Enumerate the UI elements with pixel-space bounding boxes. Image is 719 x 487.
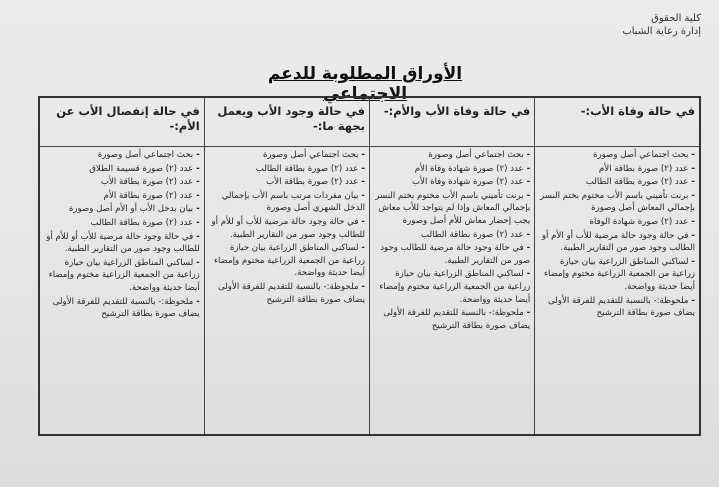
requirements-cell [535,147,700,436]
department-name: إدارة رعاية الشباب [622,26,701,37]
list-item: - بحث اجتماعي أصل وصورة [374,149,530,162]
column-heading: في حالة إنفصال الأب عن الأم:- [39,97,204,147]
list-item: - في حالة وجود حالة مرضية للطالب وجود صور من التقارير الطبية. [374,242,530,267]
list-item: - لساكني المناطق الزراعية بيان حيازة زراعية من الجمعية الزراعية مختوم وإمضاء أيضا حديثة وواضحة. [209,242,365,280]
list-item: - في حالة وجود حالة مرضية للأب أو للأم أو للطالب وجود صور من التقارير الطبية. [209,216,365,241]
requirements-list [539,149,695,320]
list-item: - عدد (٢) صورة شهادة وفاة الأم [374,163,530,176]
document-title: الأوراق المطلوبة للدعم الاجتماعي [267,64,463,104]
list-item: - عدد (٢) صورة بطاقة الطالب [44,217,200,230]
list-item: - لساكني المناطق الزراعية بيان حيازة زراعية من الجمعية الزراعية مختوم وإمضاء أيضا حديثة وواضحة. [44,257,200,295]
requirements-cell [370,147,535,436]
list-item: - عدد (٢) صورة بطاقة الأم [539,163,695,176]
list-item: - ملحوظة:- بالنسبة للتقديم للفرقة الأولى يضاف صورة بطاقة الترشيح [374,307,530,332]
list-item: - في حالة وجود حالة مرضية للأب أو للأم أو للطالب وجود صور من التقارير الطبية. [44,231,200,256]
requirements-cell [39,147,204,436]
list-item: - بحث اجتماعي أصل وصورة [539,149,695,162]
list-item: - برنت تأميني باسم الأب مختوم بختم النسر بإجمالي المعاش وإذا لم يتواجد للأب معاش يجب إحضار معاش للأم أصل وصورة [374,190,530,228]
list-item: - ملحوظة:- بالنسبة للتقديم للفرقة الأولى يضاف صورة بطاقة الترشيح [539,295,695,320]
column-heading: في حالة وجود الأب ويعمل بجهة ما:- [204,97,369,147]
column-heading: في حالة وفاة الأب والأم:- [370,97,535,147]
list-item: - ملحوظة:- بالنسبة للتقديم للفرقة الأولى يضاف صورة بطاقة الترشيح [209,281,365,306]
requirements-cell [204,147,369,436]
table-header-row [39,97,700,147]
list-item: - بيان بدخل الأب أو الأم أصل وصورة [44,203,200,216]
list-item: - عدد (٢) صورة بطاقة الأب [209,176,365,189]
list-item: - عدد (٢) صورة بطاقة الطالب [209,163,365,176]
table-row [39,147,700,436]
requirements-list [44,149,200,321]
list-item: - عدد (٢) صورة قسيمة الطلاق [44,163,200,176]
list-item: - في حالة وجود حالة مرضية للأب أو الأم أو الطالب وجود صور من التقارير الطبية. [539,230,695,255]
list-item: - برنت تأميني باسم الأب مختوم بختم النسر بإجمالي المعاش أصل وصورة [539,190,695,215]
list-item: - عدد (٢) صورة بطاقة الأم [44,190,200,203]
list-item: - عدد (٢) صورة شهادة الوفاة [539,216,695,229]
list-item: - لساكني المناطق الزراعية بيان حيازة زراعية من الجمعية الزراعية مختوم وإمضاء أيضا حديثة وواضحة. [539,256,695,294]
list-item: - عدد (٢) صورة بطاقة الطالب [539,176,695,189]
requirements-list [374,149,530,332]
faculty-name: كلية الحقوق [651,13,701,24]
requirements-table [38,96,701,436]
list-item: - ملحوظة:- بالنسبة للتقديم للفرقة الأولى يضاف صورة بطاقة الترشيح [44,296,200,321]
requirements-list [209,149,365,306]
list-item: - عدد (٢) صورة بطاقة الأب [44,176,200,189]
list-item: - بيان مفردات مرتب باسم الأب بإجمالي الدخل الشهري أصل وصورة [209,190,365,215]
list-item: - بحث اجتماعي أصل وصورة [209,149,365,162]
list-item: - بحث اجتماعي أصل وصورة [44,149,200,162]
list-item: - عدد (٢) صورة شهادة وفاة الأب [374,176,530,189]
list-item: - لساكني المناطق الزراعية بيان حيازة زراعية من الجمعية الزراعية مختوم وإمضاء أيضا حديثة وواضحة. [374,268,530,306]
list-item: - عدد (٢) صورة بطاقة الطالب [374,229,530,242]
column-heading: في حالة وفاة الأب:- [535,97,700,147]
faculty-header [571,12,701,38]
